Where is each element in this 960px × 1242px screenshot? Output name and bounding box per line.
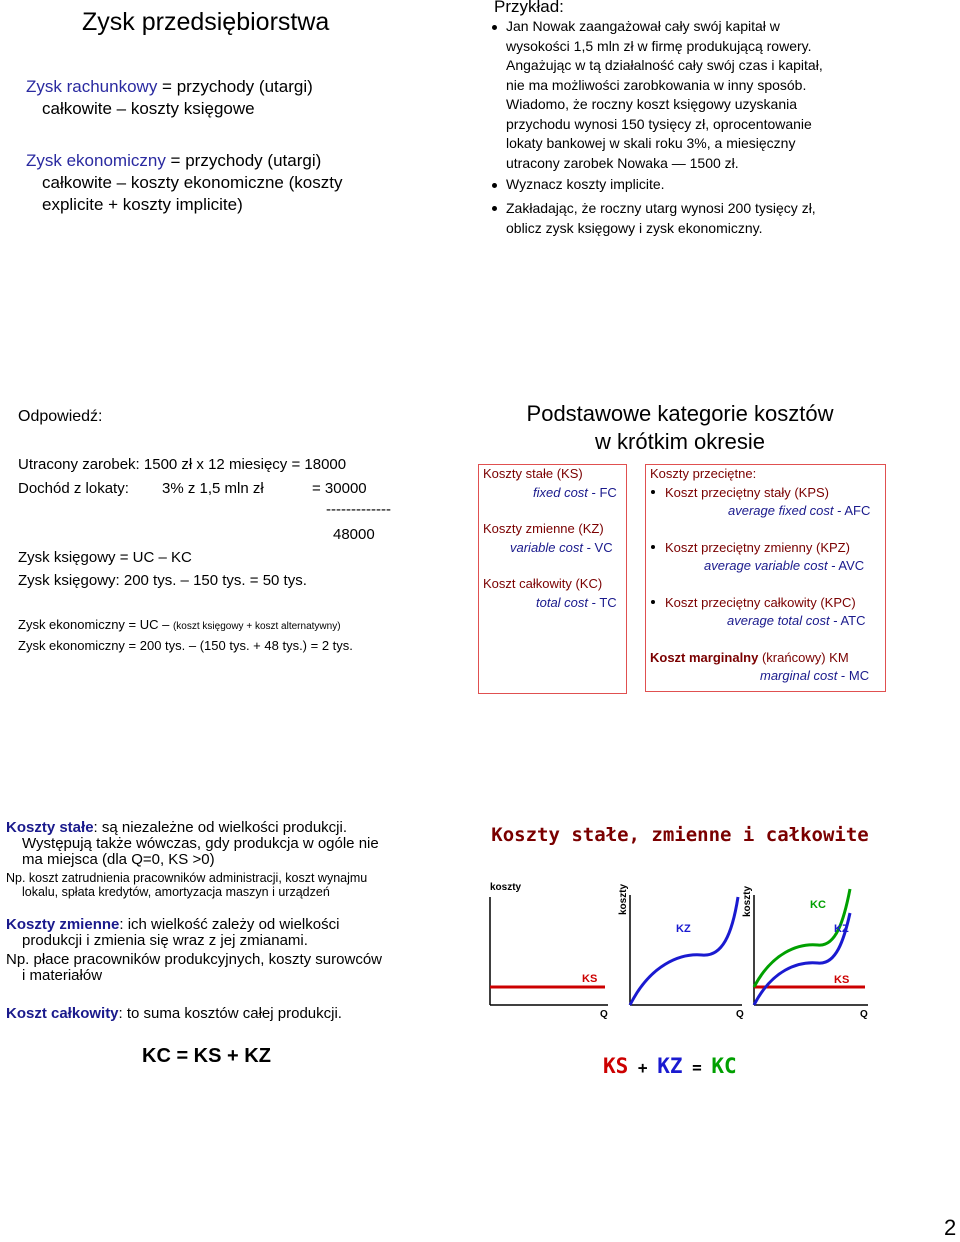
slide1-title: Zysk przedsiębiorstwa — [82, 8, 330, 36]
avc-label: Koszt przeciętny zmienny (KPZ) — [665, 540, 850, 555]
economic-profit-term: Zysk ekonomiczny — [26, 151, 166, 170]
bullet-icon — [651, 600, 655, 604]
graph2-y-label: koszty — [618, 883, 629, 915]
variable-costs-term: Koszty zmienne — [6, 916, 120, 933]
economic-profit-definition — [26, 150, 446, 216]
atc-english — [727, 613, 866, 628]
bullet-icon — [492, 206, 497, 211]
variable-cost-abbr: - VC — [582, 540, 613, 555]
example-line: Wiadomo, że roczny koszt księgowy uzyskania — [506, 96, 797, 112]
answer-dashes: ------------- — [326, 501, 391, 518]
cost-curves-graphs — [480, 865, 880, 1025]
accounting-profit-text-2: całkowite – koszty księgowe — [42, 99, 255, 118]
fixed-cost-en: fixed cost — [533, 485, 588, 500]
graph2-kz-label: KZ — [676, 923, 691, 935]
example-line: wysokości 1,5 mln zł w firmę produkującą rowery. — [506, 37, 812, 54]
avc-en: average variable cost — [704, 558, 828, 573]
total-cost-abbr: - TC — [588, 595, 617, 610]
average-costs-heading: Koszty przeciętne: — [650, 466, 757, 481]
equation-plus: + — [628, 1058, 658, 1077]
variable-cost-label: Koszty zmienne (KZ) — [483, 521, 604, 536]
variable-cost-en: variable cost — [510, 540, 583, 555]
bullet-icon — [492, 25, 497, 30]
bullet-icon — [651, 490, 655, 494]
afc-en: average fixed cost — [728, 503, 834, 518]
total-cost-term: Koszt całkowity — [6, 1005, 119, 1022]
answer-sum: 48000 — [333, 526, 375, 543]
economic-profit-text: = przychody (utargi) — [165, 151, 322, 170]
avc-abbr: - AVC — [827, 558, 865, 573]
example-line: oblicz zysk księgowy i zysk ekonomiczny. — [506, 219, 763, 236]
variable-costs-definition — [6, 917, 339, 933]
accounting-profit-term: Zysk rachunkowy — [26, 77, 158, 96]
fixed-cost-label: Koszty stałe (KS) — [483, 466, 583, 481]
fixed-costs-line3: ma miejsca (dla Q=0, KS >0) — [22, 851, 215, 868]
variable-costs-def: : ich wielkość zależy od wielkości — [119, 916, 340, 933]
fixed-costs-line2: Występują także wówczas, gdy produkcja w ogóle nie — [22, 835, 379, 852]
fixed-cost-abbr: - FC — [587, 485, 617, 500]
example-task-2 — [506, 199, 956, 238]
total-cost-label: Koszt całkowity (KC) — [483, 576, 603, 591]
cost-categories-title — [478, 400, 882, 456]
graph-variable-cost — [618, 883, 744, 1020]
graph2-kz-curve — [630, 897, 738, 1005]
bullet-icon — [492, 183, 497, 188]
bullet-icon — [651, 545, 655, 549]
graph3-x-label: Q — [860, 1009, 868, 1020]
costs-graphs-title: Koszty stałe, zmienne i całkowite — [491, 824, 869, 846]
equation-equals: = — [682, 1058, 712, 1077]
answer-line-deposit-value: = 30000 — [312, 480, 367, 497]
equation-ks: KS — [603, 1054, 629, 1078]
answer-economic-result: Zysk ekonomiczny = 200 tys. – (150 tys. + 48 tys.) = 2 tys. — [18, 638, 353, 653]
page-number: 2 — [944, 1215, 957, 1240]
example-line: lokaty bankowej w skali roku 3%, a miesięczny — [506, 135, 796, 151]
cost-categories-title-line2: w krótkim okresie — [595, 429, 765, 454]
example-line: nie ma możliwości zarobkowania w inny sposób. — [506, 76, 807, 93]
total-cost-formula: KC = KS + KZ — [142, 1045, 271, 1067]
graph3-y-label: koszty — [742, 885, 753, 917]
graph3-kz-label: KZ — [834, 923, 849, 935]
afc-abbr: - AFC — [833, 503, 871, 518]
answer-line-deposit-label: Dochód z lokaty: — [18, 480, 129, 497]
graph1-y-label: koszty — [490, 882, 522, 893]
fixed-costs-term: Koszty stałe — [6, 819, 94, 836]
example-line: Zakładając, że roczny utarg wynosi 200 tysięcy zł, — [506, 200, 816, 216]
fixed-costs-example-2: lokalu, spłata kredytów, amortyzacja maszyn i urządzeń — [22, 885, 330, 899]
equation-kz: KZ — [657, 1054, 683, 1078]
answer-economic-formula — [18, 617, 341, 632]
answer-economic-formula-main: Zysk ekonomiczny = UC – — [18, 617, 173, 632]
mc-abbr: - MC — [837, 668, 870, 683]
example-paragraph-1 — [506, 17, 956, 173]
variable-costs-line2: produkcji i zmienia się wraz z jej zmianami. — [22, 932, 308, 949]
cost-categories-title-line1: Podstawowe kategorie kosztów — [526, 401, 834, 426]
total-cost-def: : to suma kosztów całej produkcji. — [118, 1005, 342, 1022]
atc-abbr: - ATC — [829, 613, 866, 628]
economic-profit-text-3: explicite + koszty implicite) — [42, 195, 243, 214]
answer-line-deposit-calc: 3% z 1,5 mln zł — [162, 480, 264, 497]
total-cost-definition — [6, 1006, 342, 1022]
example-line: przychodu wynosi 150 tysięcy zł, oprocentowanie — [506, 115, 812, 132]
fixed-costs-example-1: Np. koszt zatrudnienia pracowników administracji, koszt wynajmu — [6, 871, 368, 885]
accounting-profit-text: = przychody (utargi) — [157, 77, 313, 96]
example-line: utracony zarobek Nowaka — 1500 zł. — [506, 154, 739, 171]
answer-economic-formula-note: (koszt księgowy + koszt alternatywny) — [172, 621, 341, 632]
graph2-x-label: Q — [736, 1009, 744, 1020]
equation-kc: KC — [711, 1054, 737, 1078]
economic-profit-text-2: całkowite – koszty ekonomiczne (koszty — [42, 173, 343, 192]
fixed-cost-english — [533, 485, 617, 500]
answer-line-lost-salary: Utracony zarobek: 1500 zł x 12 miesięcy = 18000 — [18, 456, 347, 473]
variable-cost-english — [510, 540, 613, 555]
graph1-ks-label: KS — [582, 973, 598, 985]
variable-costs-example-1: Np. płace pracowników produkcyjnych, koszty surowców — [6, 951, 382, 968]
total-cost-english — [536, 595, 617, 610]
atc-label: Koszt przeciętny całkowity (KPC) — [665, 595, 856, 610]
graph-total-cost — [742, 885, 868, 1020]
example-line: Angażując w tą działalność cały swój czas i kapitał, — [506, 57, 823, 73]
answer-accounting-formula: Zysk księgowy = UC – KC — [18, 549, 192, 566]
example-task-1: Wyznacz koszty implicite. — [506, 176, 665, 192]
marginal-cost-rest: (krańcowy) KM — [758, 650, 849, 665]
graph3-kc-label: KC — [810, 899, 826, 911]
mc-en: marginal cost — [760, 668, 838, 683]
example-title: Przykład: — [494, 0, 564, 16]
afc-label: Koszt przeciętny stały (KPS) — [665, 485, 829, 500]
graph3-ks-label: KS — [834, 974, 850, 986]
fixed-costs-definition — [6, 820, 347, 836]
afc-english — [728, 503, 870, 518]
atc-en: average total cost — [727, 613, 830, 628]
avc-english — [704, 558, 864, 573]
example-line: Jan Nowak zaangażował cały swój kapitał w — [506, 18, 780, 34]
fixed-costs-def: : są niezależne od wielkości produkcji. — [93, 819, 348, 836]
costs-equation — [603, 1054, 737, 1078]
variable-costs-example-2: i materiałów — [22, 967, 103, 984]
answer-title: Odpowiedź: — [18, 408, 103, 425]
graph-fixed-cost — [490, 882, 608, 1020]
accounting-profit-definition — [26, 76, 446, 120]
answer-accounting-result: Zysk księgowy: 200 tys. – 150 tys. = 50 tys. — [18, 572, 307, 589]
marginal-cost-label — [650, 650, 849, 665]
graph1-x-label: Q — [600, 1009, 608, 1020]
marginal-cost-term: Koszt marginalny — [650, 650, 759, 665]
marginal-cost-english — [760, 668, 869, 683]
total-cost-en: total cost — [536, 595, 589, 610]
graph3-kc-curve — [754, 889, 850, 987]
